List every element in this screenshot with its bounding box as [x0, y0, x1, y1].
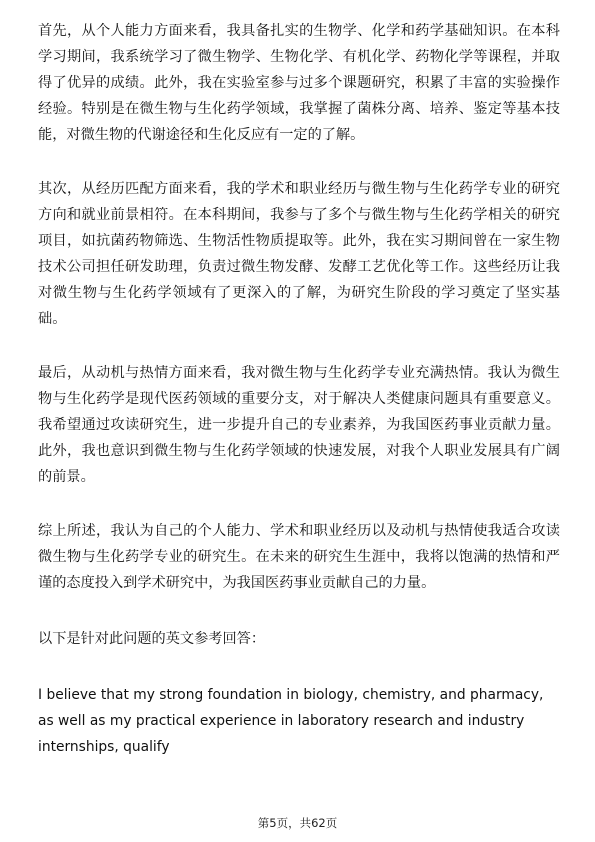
- paragraph-personal-ability: 首先，从个人能力方面来看，我具备扎实的生物学、化学和药学基础知识。在本科学习期间，我系统学习了微生物学、生物化学、有机化学、药物化学等课程，并取得了优异的成绩。此外，我在实验室参与过多个课题研究，积累了丰富的实验操作经验。特别是在微生物与生化药学领域，我掌握了菌株分离、培养、鉴定等基本技能，对微生物的代谢途径和生化反应有一定的了解。: [38, 23, 560, 143]
- paragraph-experience-match: 其次，从经历匹配方面来看，我的学术和职业经历与微生物与生化药学专业的研究方向和就业前景相符。在本科期间，我参与了多个与微生物与生化药学相关的研究项目，如抗菌药物筛选、生物活性物质提取等。此外，我在实习期间曾在一家生物技术公司担任研发助理，负责过微生物发酵、发酵工艺优化等工作。这些经历让我对微生物与生化药学领域有了更深入的了解，为研究生阶段的学习奠定了坚实基础。: [38, 181, 560, 327]
- paragraph-conclusion: 综上所述，我认为自己的个人能力、学术和职业经历以及动机与热情使我适合攻读微生物与生化药学专业的研究生。在未来的研究生生涯中，我将以饱满的热情和严谨的态度投入到学术研究中，为我国医药事业贡献自己的力量。: [38, 523, 560, 591]
- page-number: 第5页，共62页: [257, 816, 338, 830]
- paragraph-english-intro: 以下是针对此问题的英文参考回答：: [38, 631, 266, 647]
- paragraph-motivation: 最后，从动机与热情方面来看，我对微生物与生化药学专业充满热情。我认为微生物与生化药学是现代医药领域的重要分支，对于解决人类健康问题具有重要意义。我希望通过攻读研究生，进一步提升自己的专业素养，为我国医药事业贡献力量。此外，我也意识到微生物与生化药学领域的快速发展，对我个人职业发展具有广阔的前景。: [38, 365, 560, 485]
- paragraph-english-answer: I believe that my strong foundation in biology, chemistry, and pharmacy, as well as my practical experience in laboratory research and industry internships, qualify: [38, 687, 544, 755]
- document-body: [38, 18, 560, 760]
